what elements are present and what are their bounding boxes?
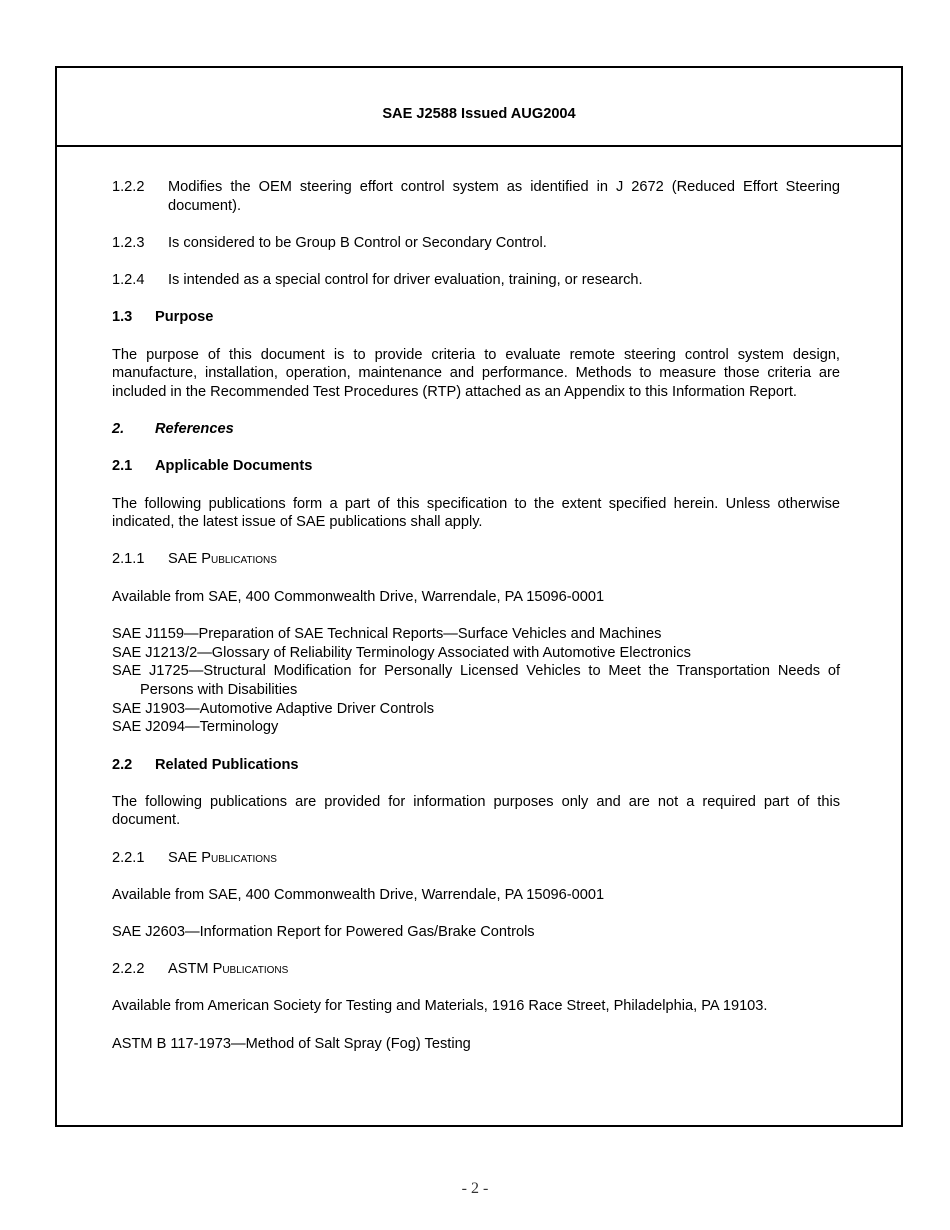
clause-text: Is considered to be Group B Control or Secondary Control. [168, 234, 547, 251]
heading-title: Purpose [155, 309, 214, 326]
heading-number: 2. [112, 421, 125, 438]
clause-1-2-3 [112, 234, 840, 253]
page-frame [55, 66, 903, 1127]
applicable-documents-paragraph: The following publications form a part of this specification to the extent specified herein. Unless otherwise indicated, the latest issue of SAE publications shall apply. [112, 495, 840, 531]
reference-item: SAE J2094—Terminology [112, 719, 279, 736]
subheading-title: SAE Publications [168, 849, 277, 866]
document-body [112, 178, 840, 1053]
clause-text: Modifies the OEM steering effort control system as identified in J 2672 (Reduced Effort Steering document). [168, 179, 840, 214]
heading-title: References [155, 421, 234, 438]
reference-item: SAE J1903—Automotive Adaptive Driver Controls [112, 700, 435, 717]
subheading-title: ASTM Publications [168, 961, 289, 978]
subheading-sae-publications [112, 550, 840, 569]
heading-purpose [112, 308, 840, 327]
availability-note: Available from American Society for Testing and Materials, 1916 Race Street, Philadelphia, PA 19103. [112, 998, 768, 1015]
reference-item: SAE J1213/2—Glossary of Reliability Terminology Associated with Automotive Electronics [112, 644, 691, 661]
reference-list [112, 625, 840, 737]
reference-item: SAE J2603—Information Report for Powered Gas/Brake Controls [112, 924, 535, 941]
heading-number: 1.3 [112, 309, 133, 326]
availability-note: Available from SAE, 400 Commonwealth Drive, Warrendale, PA 15096-0001 [112, 886, 605, 903]
subheading-astm-publications [112, 960, 840, 979]
subheading-number: 2.2.2 [112, 961, 145, 978]
clause-text: Is intended as a special control for driver evaluation, training, or research. [168, 272, 643, 289]
heading-number: 2.1 [112, 458, 133, 475]
clause-number: 1.2.3 [112, 234, 145, 251]
clause-number: 1.2.4 [112, 272, 145, 289]
related-publications-paragraph: The following publications are provided for information purposes only and are not a required part of this document. [112, 793, 840, 829]
subheading-title: SAE Publications [168, 551, 277, 568]
heading-related-publications [112, 756, 840, 775]
clause-1-2-2 [112, 178, 840, 215]
heading-applicable-documents [112, 457, 840, 476]
heading-references [112, 420, 840, 439]
reference-item: SAE J1159—Preparation of SAE Technical Reports—Surface Vehicles and Machines [112, 625, 662, 642]
purpose-paragraph: The purpose of this document is to provide criteria to evaluate remote steering control system design, manufacture, installation, operation, maintenance and performance. Methods to measure those criteria are included in the Recommended Test Procedures (RTP) attached as an Appendix to this Information Report. [112, 346, 840, 400]
availability-note: Available from SAE, 400 Commonwealth Drive, Warrendale, PA 15096-0001 [112, 588, 605, 605]
reference-item: ASTM B 117-1973—Method of Salt Spray (Fog) Testing [112, 1035, 471, 1052]
reference-item: SAE J1725—Structural Modification for Personally Licensed Vehicles to Meet the Transportation Needs of Persons with Disabilities [112, 663, 840, 698]
document-title: SAE J2588 Issued AUG2004 [382, 106, 576, 122]
subheading-number: 2.2.1 [112, 849, 145, 866]
heading-number: 2.2 [112, 756, 133, 773]
page-number: - 2 - [461, 1180, 489, 1197]
subheading-sae-publications-related [112, 849, 840, 868]
clause-1-2-4 [112, 271, 840, 290]
heading-title: Related Publications [155, 756, 299, 773]
clause-number: 1.2.2 [112, 179, 145, 195]
heading-title: Applicable Documents [155, 458, 313, 475]
document-header [57, 68, 901, 147]
subheading-number: 2.1.1 [112, 551, 145, 568]
